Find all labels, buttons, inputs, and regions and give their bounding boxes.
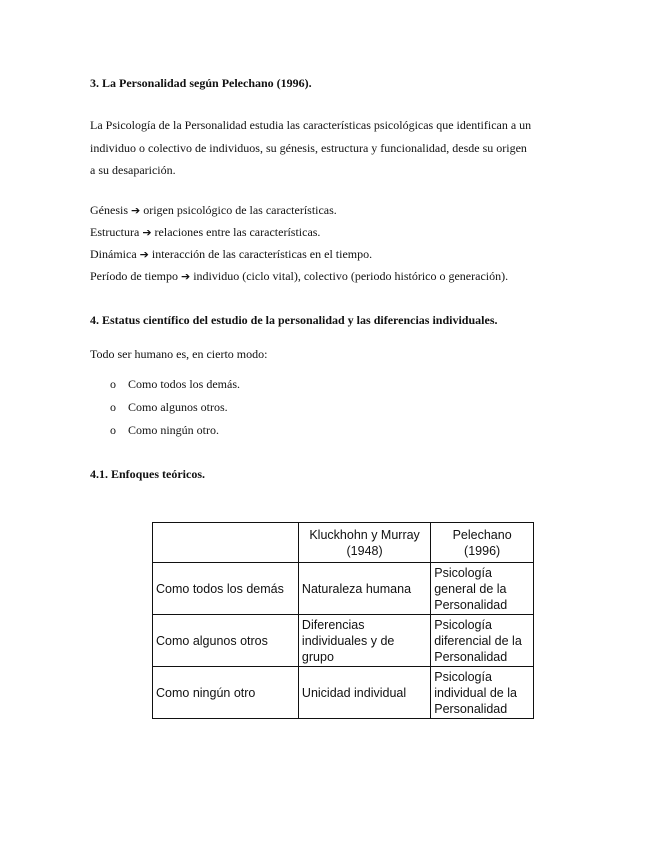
paragraph-line: a su desaparición. <box>90 163 176 177</box>
list-item: Como algunos otros. <box>128 400 228 414</box>
definition-term: Estructura <box>90 225 140 239</box>
arrow-icon: ➔ <box>131 204 141 217</box>
definition-dinamica <box>90 247 372 262</box>
table-header-cell: Pelechano (1996) <box>431 523 534 563</box>
table-row <box>153 667 534 719</box>
definition-text: interacción de las características en el tiempo. <box>151 247 373 261</box>
table-row <box>153 563 534 615</box>
table-cell: Como ningún otro <box>153 667 299 719</box>
table-cell: Psicología diferencial de la Personalidad <box>431 615 534 667</box>
table-cell: Como algunos otros <box>153 615 299 667</box>
definition-estructura <box>90 225 320 240</box>
table-cell: Psicología general de la Personalidad <box>431 563 534 615</box>
table-header-row <box>153 523 534 563</box>
arrow-icon: ➔ <box>180 270 191 283</box>
bullet-marker: o <box>110 400 116 414</box>
bullet-marker: o <box>110 377 116 391</box>
section-4-1-heading: 4.1. Enfoques teóricos. <box>90 467 205 481</box>
approaches-table <box>152 522 534 719</box>
definition-text: origen psicológico de las características. <box>143 203 337 217</box>
table-cell: Diferencias individuales y de grupo <box>298 615 430 667</box>
table-cell: Como todos los demás <box>153 563 299 615</box>
arrow-icon: ➔ <box>139 248 149 261</box>
table-cell: Unicidad individual <box>298 667 430 719</box>
table-cell: Naturaleza humana <box>298 563 430 615</box>
section-3-heading: 3. La Personalidad según Pelechano (1996). <box>90 76 312 90</box>
arrow-icon: ➔ <box>142 226 152 239</box>
table-cell: Psicología individual de la Personalidad <box>431 667 534 719</box>
definition-term: Período de tiempo <box>90 269 178 283</box>
list-item: Como ningún otro. <box>128 423 220 437</box>
table-header-cell: Kluckhohn y Murray (1948) <box>298 523 430 563</box>
paragraph-line: La Psicología de la Personalidad estudia las características psicológicas que identifican a un <box>90 118 532 132</box>
list-item: Como todos los demás. <box>128 377 241 391</box>
paragraph-line: individuo o colectivo de individuos, su génesis, estructura y funcionalidad, desde su origen <box>90 141 527 155</box>
definition-genesis <box>90 203 337 218</box>
section-4-heading: 4. Estatus científico del estudio de la personalidad y las diferencias individuales. <box>90 313 498 327</box>
table-row <box>153 615 534 667</box>
bullet-marker: o <box>110 423 116 437</box>
definition-term: Dinámica <box>90 247 137 261</box>
definition-text: relaciones entre las características. <box>154 225 321 239</box>
definition-text: individuo (ciclo vital), colectivo (periodo histórico o generación). <box>193 269 509 283</box>
definition-periodo <box>90 269 508 284</box>
definition-term: Génesis <box>90 203 128 217</box>
table-header-cell <box>153 523 299 563</box>
section-4-intro: Todo ser humano es, en cierto modo: <box>90 347 268 361</box>
